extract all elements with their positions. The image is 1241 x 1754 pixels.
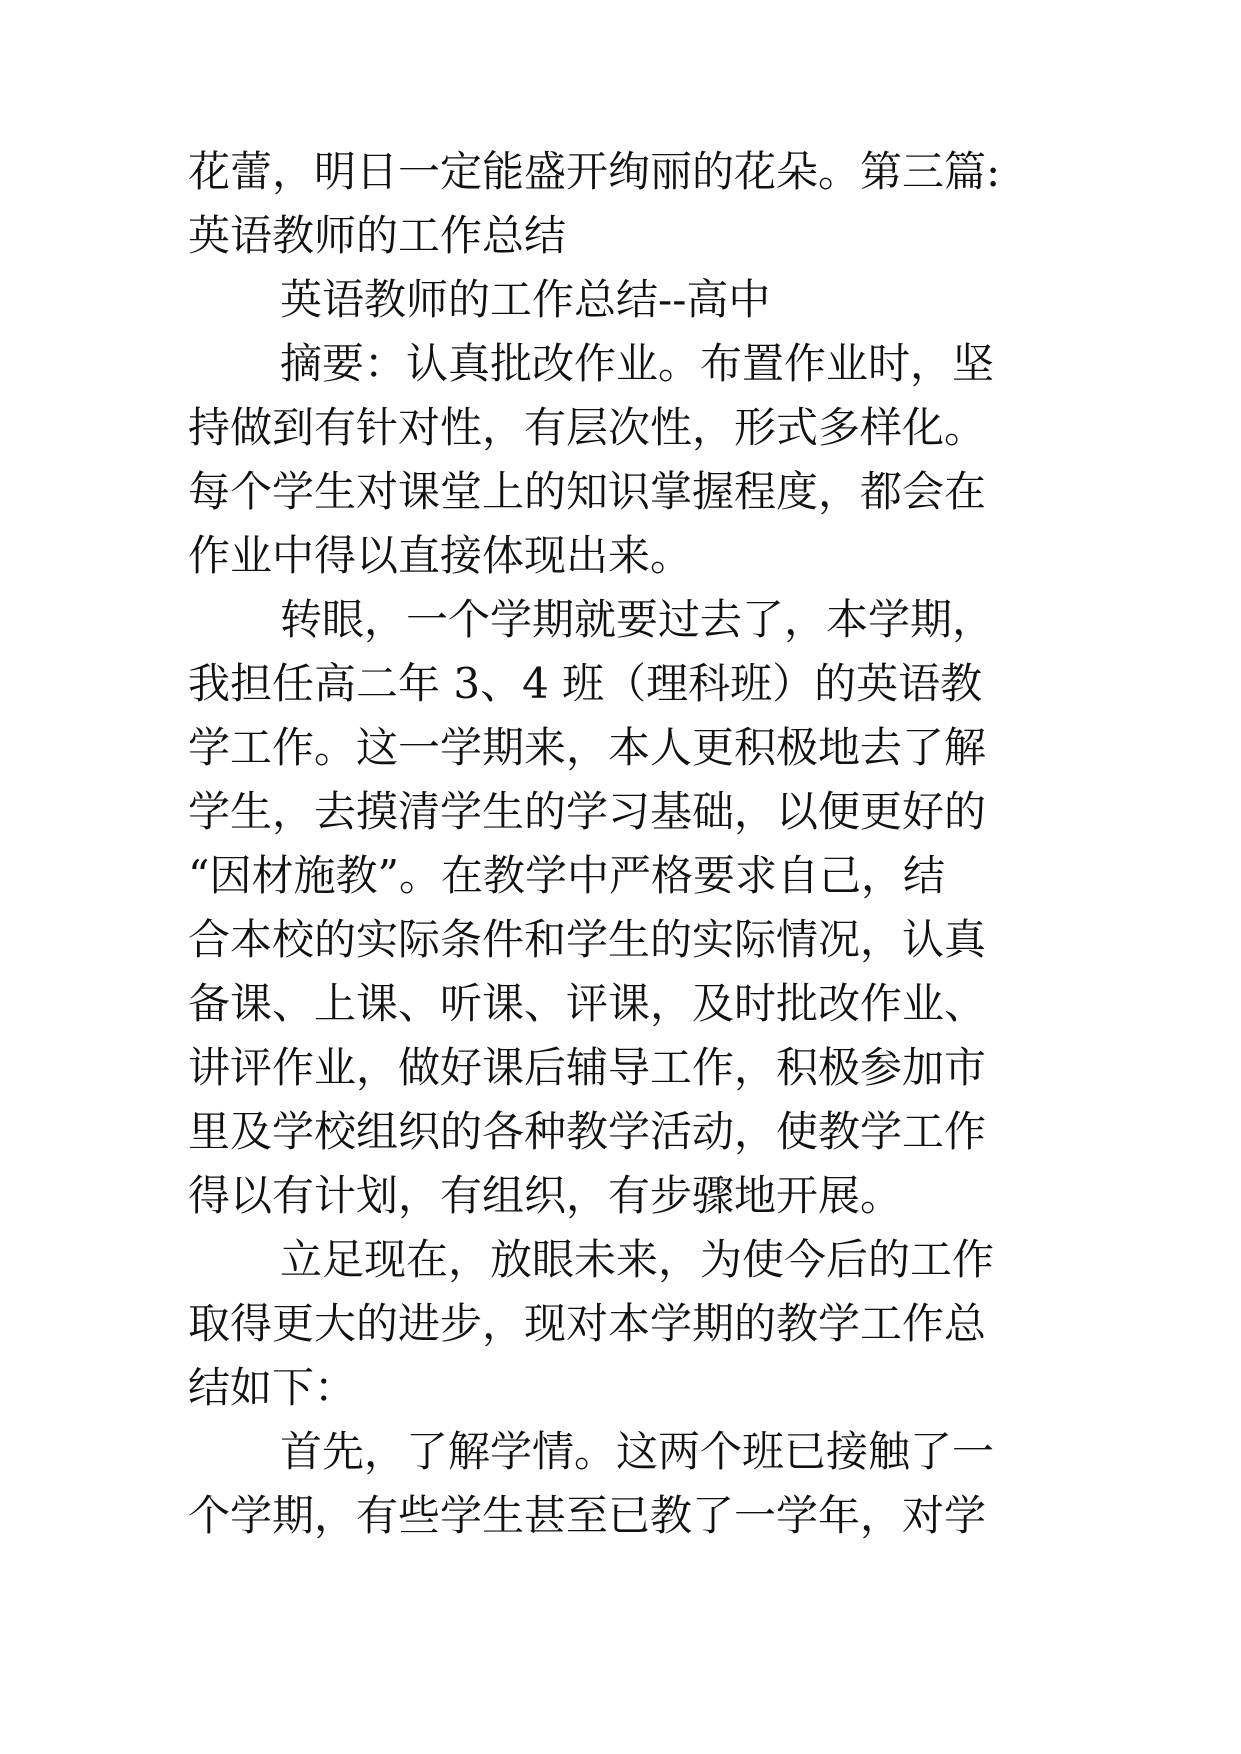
text-line: 首先，了解学情。这两个班已接触了一 xyxy=(280,1427,995,1476)
text-line: 作业中得以直接体现出来。 xyxy=(188,531,693,580)
section-title: 英语教师的工作总结--高中 xyxy=(280,275,771,324)
text-line: “因材施教”。在教学中严格要求自己，结 xyxy=(188,851,945,900)
text-line: 结如下： xyxy=(188,1363,357,1412)
text-line: 备课、上课、听课、评课，及时批改作业、 xyxy=(188,979,987,1028)
text-line: 立足现在，放眼未来，为使今后的工作 xyxy=(280,1235,995,1284)
text-line: 里及学校组织的各种教学活动，使教学工作 xyxy=(188,1107,987,1156)
text-line: 英语教师的工作总结 xyxy=(188,211,567,260)
text-line: 学工作。这一学期来，本人更积极地去了解 xyxy=(188,723,987,772)
text-line: 转眼，一个学期就要过去了，本学期， xyxy=(280,595,995,644)
text-line: 花蕾，明日一定能盛开绚丽的花朵。第三篇: xyxy=(188,147,1001,196)
text-line: 每个学生对课堂上的知识掌握程度，都会在 xyxy=(188,467,987,516)
text-line: 我担任高二年 3、4 班（理科班）的英语教 xyxy=(188,659,983,708)
text-line: 取得更大的进步，现对本学期的教学工作总 xyxy=(188,1299,987,1348)
text-line: 讲评作业，做好课后辅导工作，积极参加市 xyxy=(188,1043,987,1092)
document-body xyxy=(188,140,1068,1548)
text-line: 摘要：认真批改作业。布置作业时，坚 xyxy=(280,339,995,388)
text-line: 学生，去摸清学生的学习基础，以便更好的 xyxy=(188,787,987,836)
text-line: 个学期，有些学生甚至已教了一学年，对学 xyxy=(188,1491,987,1540)
text-line: 合本校的实际条件和学生的实际情况，认真 xyxy=(188,915,987,964)
text-line: 得以有计划，有组织，有步骤地开展。 xyxy=(188,1171,903,1220)
text-line: 持做到有针对性，有层次性，形式多样化。 xyxy=(188,403,987,452)
